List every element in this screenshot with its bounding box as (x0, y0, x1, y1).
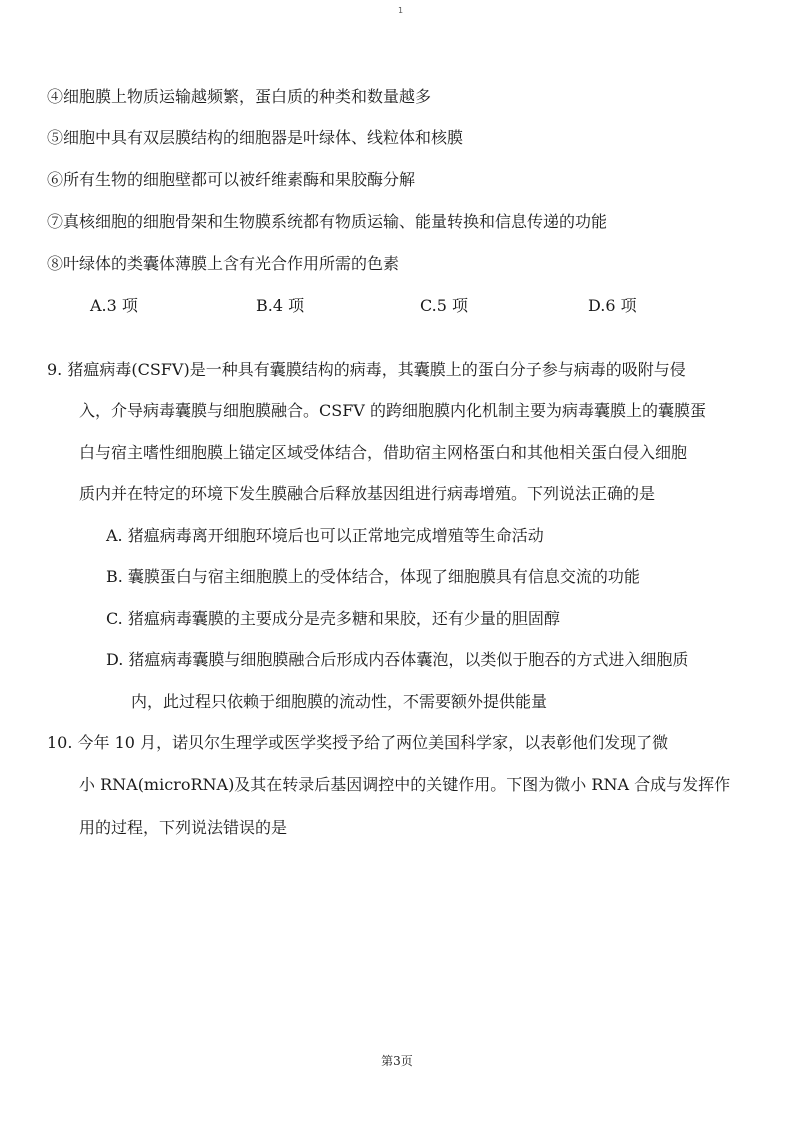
q9-stem-line-3: 白与宿主嗜性细胞膜上锚定区域受体结合，借助宿主网格蛋白和其他相关蛋白侵入细胞 (79, 443, 688, 462)
q8-option-b[interactable]: B.4 项 (256, 296, 305, 315)
statement-4: ④细胞膜上物质运输越频繁，蛋白质的种类和数量越多 (47, 87, 432, 106)
statement-6: ⑥所有生物的细胞壁都可以被纤维素酶和果胶酶分解 (47, 170, 416, 189)
statement-5: ⑤细胞中具有双层膜结构的细胞器是叶绿体、线粒体和核膜 (47, 128, 464, 147)
q9-option-a[interactable]: A. 猪瘟病毒离开细胞环境后也可以正常地完成增殖等生命活动 (106, 526, 544, 545)
q10-stem-line-1: 10. 今年 10 月，诺贝尔生理学或医学奖授予给了两位美国科学家，以表彰他们发现了微 (47, 733, 669, 752)
q8-option-d[interactable]: D.6 项 (588, 296, 637, 315)
q8-options (90, 296, 690, 316)
q9-option-d-continued: 内，此过程只依赖于细胞膜的流动性，不需要额外提供能量 (131, 692, 548, 711)
q9-stem-line-4: 质内并在特定的环境下发生膜融合后释放基因组进行病毒增殖。下列说法正确的是 (79, 484, 656, 503)
q9-option-b[interactable]: B. 囊膜蛋白与宿主细胞膜上的受体结合，体现了细胞膜具有信息交流的功能 (106, 567, 640, 586)
q10-stem-line-2: 小 RNA(microRNA)及其在转录后基因调控中的关键作用。下图为微小 RNA 合成与发挥作 (79, 775, 731, 794)
q9-option-c[interactable]: C. 猪瘟病毒囊膜的主要成分是壳多糖和果胶，还有少量的胆固醇 (106, 609, 560, 628)
q10-stem-line-3: 用的过程，下列说法错误的是 (79, 818, 288, 837)
q9-stem-line-2: 入，介导病毒囊膜与细胞膜融合。CSFV 的跨细胞膜内化机制主要为病毒囊膜上的囊膜蛋 (79, 401, 706, 420)
q9-stem-line-1: 9. 猪瘟病毒(CSFV)是一种具有囊膜结构的病毒，其囊膜上的蛋白分子参与病毒的吸附与侵 (47, 360, 686, 379)
q9-option-d[interactable]: D. 猪瘟病毒囊膜与细胞膜融合后形成内吞体囊泡，以类似于胞吞的方式进入细胞质 (106, 650, 689, 669)
header-mark: 1 (398, 6, 404, 15)
statement-8: ⑧叶绿体的类囊体薄膜上含有光合作用所需的色素 (47, 254, 400, 273)
q8-option-c[interactable]: C.5 项 (420, 296, 469, 315)
page-number: 第3页 (381, 1054, 413, 1068)
q8-option-a[interactable]: A.3 项 (90, 296, 138, 315)
statement-7: ⑦真核细胞的细胞骨架和生物膜系统都有物质运输、能量转换和信息传递的功能 (47, 212, 608, 231)
